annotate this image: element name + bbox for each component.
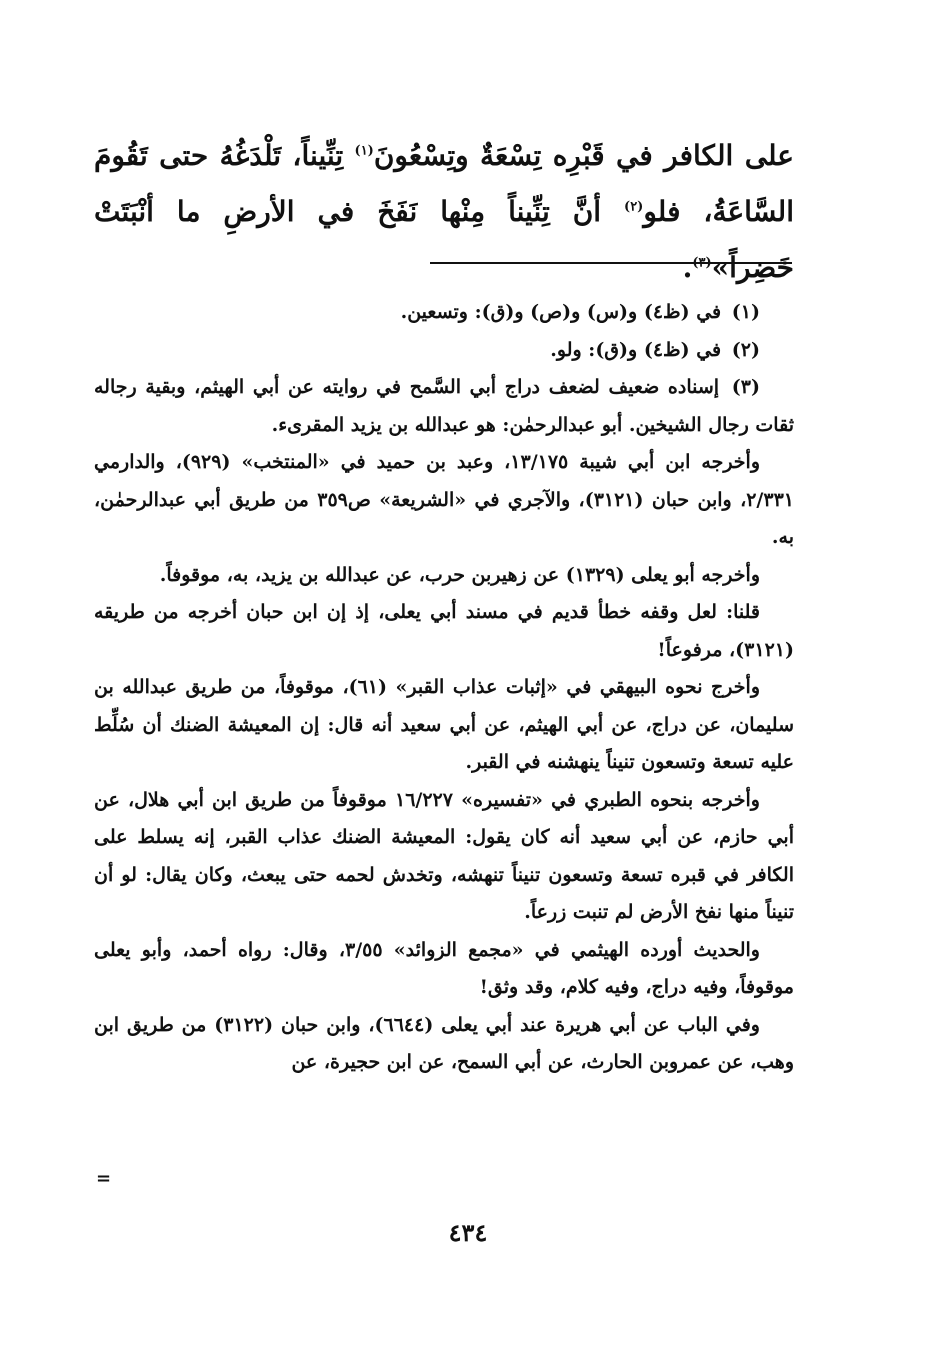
- footnote-3: [94, 369, 794, 444]
- footnote-text-1: في (ظ٤) و(س) و(ص) و(ق): وتسعين.: [400, 301, 722, 323]
- page-number: ٤٣٤: [448, 1218, 488, 1247]
- footnote-text-3: إسناده ضعيف لضعف دراج أبي السَّمح في روايته عن أبي الهيثم، وبقية رجاله ثقات رجال الشيخين. أبو عبدالرحمٰن: هو عبدالله بن يزيد المقرىء.: [94, 376, 794, 436]
- hadith-part-1: على الكافر في قَبْرِه تِسْعَةٌ وتِسْعُونَ: [373, 139, 795, 172]
- footnote-number-2: (٢): [731, 338, 760, 361]
- note-paragraph: والحديث أورده الهيثمي في «مجمع الزوائد» ٣/٥٥، وقال: رواه أحمد، وأبو يعلى موقوفاً، وفيه دراج، وفيه كلام، وقد وثق!: [94, 938, 794, 998]
- footnote-text-2: في (ظ٤) و(ق): ولو.: [550, 338, 722, 361]
- note-paragraph: وأخرج نحوه البيهقي في «إثبات عذاب القبر» (٦١)، موقوفاً، من طريق عبدالله بن سليمان، عن دراج، عن أبي الهيثم، عن أبي سعيد أنه قال: إن المعيشة الضنك أن سُلِّط عليه تسعة وتسعون تنيناً ينهشنه في القبر.: [94, 676, 794, 773]
- footnotes-section: [94, 294, 794, 1082]
- note-paragraph: وأخرجه بنحوه الطبري في «تفسيره» ١٦/٢٢٧ موقوفاً من طريق ابن أبي هلال، عن أبي حازم، عن أبي سعيد أنه كان يقول: المعيشة الضنك عذاب القبر، إنه يسلط على الكافر في قبره تسعة وتسعون تنيناً تنهشه، وتخدش لحمه حتى يبعث، وكان يقال: لو أن تنيناً منها نفخ الأرض لم تنبت زرعاً.: [94, 788, 794, 923]
- footnote-number-1: (١): [731, 301, 760, 323]
- hadith-end: .: [682, 251, 693, 284]
- note-paragraph: وفي الباب عن أبي هريرة عند أبي يعلى (٦٦٤٤)، وابن حبان (٣١٢٢) من طريق ابن وهب، عن عمروبن الحارث، عن أبي السمح، عن ابن حجيرة، عن: [94, 1013, 794, 1073]
- hadith-part-2: تِنِّيناً، تَلْدَغُهُ حتى تَقُومَ السَّاعَةُ، فلو: [94, 139, 794, 228]
- hadith-paragraph: [94, 128, 794, 296]
- note-paragraph: قلنا: لعل وقفه خطأ قديم في مسند أبي يعلى، إذ إن ابن حبان أخرجه من طريقه (٣١٢١)، مرفوعاً!: [94, 601, 794, 661]
- footnote-ref-1: (١): [354, 143, 374, 159]
- footnote-separator: [430, 262, 792, 264]
- footnote-ref-2: (٢): [624, 199, 644, 215]
- footnote-ref-3: (٣): [692, 255, 712, 271]
- note-paragraph: وأخرجه أبو يعلى (١٣٢٩) عن زهيربن حرب، عن عبدالله بن يزيد، به، موقوفاً.: [159, 563, 760, 586]
- footnote-2: [94, 332, 794, 370]
- hadith-part-3: أنَّ تِنِّيناً مِنْها نَفَخَ في الأرضِ ما أنْبَتَتْ خَضِراً»: [94, 195, 794, 284]
- continuation-mark: =: [96, 1168, 112, 1189]
- note-paragraph: وأخرجه ابن أبي شيبة ١٣/١٧٥، وعبد بن حميد في «المنتخب» (٩٢٩)، والدارمي ٢/٣٣١، وابن حبان (٣١٢١)، والآجري في «الشريعة» ص٣٥٩ من طريق أبي عبدالرحمٰن، به.: [94, 451, 794, 548]
- footnote-number-3: (٣): [731, 376, 760, 398]
- hadith-text: [94, 128, 794, 296]
- footnote-1: [94, 294, 794, 332]
